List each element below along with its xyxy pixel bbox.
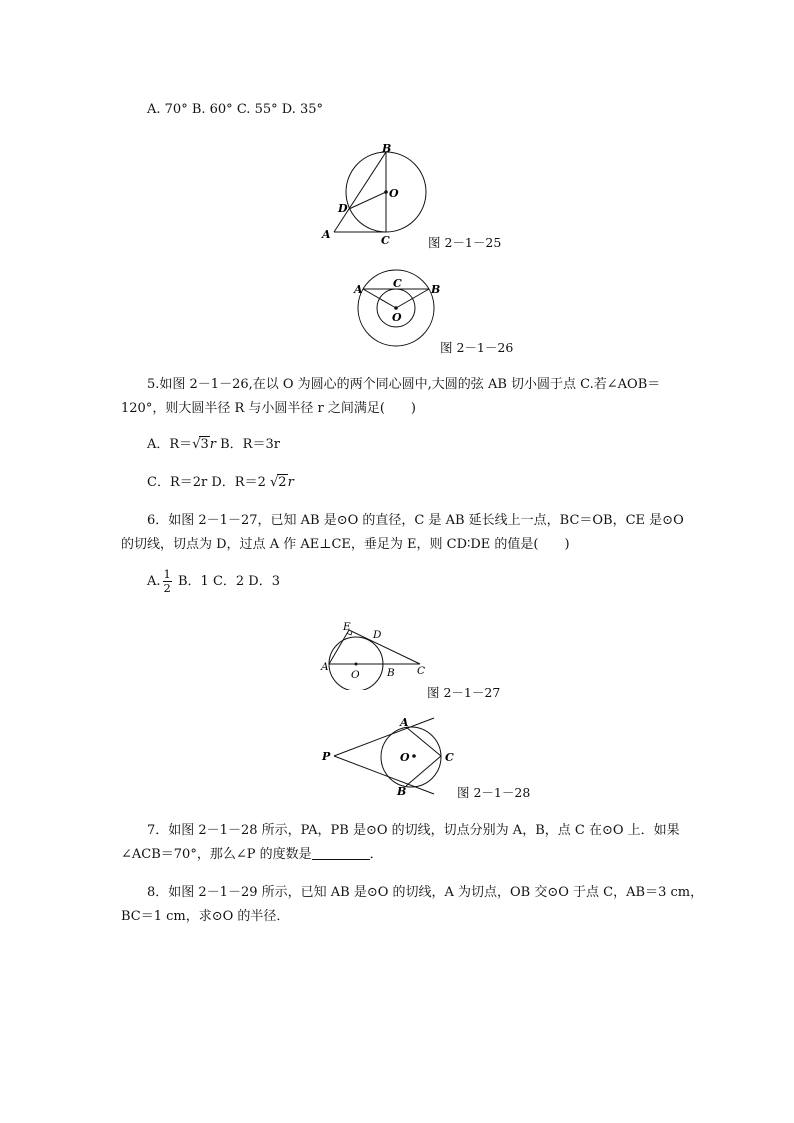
label-O: O [389, 187, 399, 200]
q5-option-d-prefix: D．R＝2 [211, 475, 270, 490]
figure-caption-2-1-28: 图 2－1－28 [457, 785, 531, 800]
figure-2-1-26 [348, 268, 444, 348]
label-E: E [343, 621, 351, 633]
q8-stem-line2: BC＝1 cm，求⊙O 的半径． [121, 909, 290, 924]
label-C: C [417, 665, 426, 677]
q6-option-a-fraction [163, 568, 172, 595]
label-D: D [338, 202, 348, 215]
label-A: A [354, 283, 363, 296]
q6-option-a-prefix: A. [147, 574, 161, 589]
q7-stem-line2-prefix: ∠ACB＝70°，那么∠P 的度数是 [121, 847, 312, 862]
label-P: P [322, 750, 331, 763]
figure-caption-2-1-26: 图 2－1－26 [440, 340, 514, 355]
q5-stem-line2: 120°，则大圆半径 R 与小圆半径 r 之间满足( ) [121, 401, 416, 416]
sqrt-sign: √ [192, 437, 201, 452]
label-B: B [397, 785, 407, 798]
q5-option-a-root: 3 [200, 437, 209, 452]
label-B: B [387, 667, 395, 679]
q5-option-a-suffix: r [209, 437, 216, 452]
label-A: A [322, 228, 331, 241]
label-B: B [382, 142, 392, 155]
q5-options-ab [147, 433, 280, 452]
q5-options-cd [147, 471, 294, 490]
answer-blank[interactable] [312, 847, 370, 860]
q8-stem-line1: 8．如图 2－1－29 所示，已知 AB 是⊙O 的切线，A 为切点，OB 交⊙O 于点 C，AB＝3 cm， [147, 885, 704, 900]
label-B: B [431, 283, 441, 296]
label-C: C [445, 751, 454, 764]
q5-option-b: B．R＝3r [220, 437, 280, 452]
q7-stem-line2 [121, 843, 383, 862]
q6-stem-line2: 的切线，切点为 D，过点 A 作 AE⊥CE，垂足为 E，则 CD∶DE 的值是( ) [121, 537, 570, 552]
q7-stem-line2-suffix: ． [369, 847, 383, 862]
label-A: A [400, 716, 409, 729]
figure-caption-2-1-25: 图 2－1－25 [428, 235, 502, 250]
label-D: D [373, 629, 382, 641]
label-A: A [321, 661, 329, 673]
fraction-denominator: 2 [163, 581, 171, 595]
figure-2-1-28 [318, 712, 458, 800]
q4-options: A. 70° B. 60° C. 55° D. 35° [147, 102, 324, 117]
q5-stem-line1: 5.如图 2－1－26,在以 O 为圆心的两个同心圆中,大圆的弦 AB 切小圆于点 C.若∠AOB＝ [147, 377, 661, 392]
q6-options [147, 568, 280, 595]
label-O: O [351, 669, 360, 681]
label-C: C [381, 234, 390, 247]
figure-caption-2-1-27: 图 2－1－27 [427, 685, 501, 700]
label-O: O [392, 311, 402, 324]
q7-stem-line1: 7．如图 2－1－28 所示，PA，PB 是⊙O 的切线，切点分别为 A，B，点 C 在⊙O 上．如果 [147, 823, 680, 838]
fraction-numerator: 1 [163, 567, 171, 581]
figure-2-1-27 [318, 618, 430, 690]
label-C: C [393, 277, 402, 290]
q5-option-d-suffix: r [287, 475, 294, 490]
q6-options-rest: B．1 C．2 D．3 [173, 574, 280, 589]
q6-stem-line1: 6．如图 2－1－27，已知 AB 是⊙O 的直径，C 是 AB 延长线上一点，BC＝OB，CE 是⊙O [147, 513, 684, 528]
q5-option-c: C．R＝2r [147, 475, 208, 490]
q5-option-d-root: 2 [278, 475, 287, 490]
sqrt-sign: √ [270, 475, 279, 490]
figure-2-1-25 [318, 140, 428, 250]
q5-option-a-prefix: A．R＝ [147, 437, 193, 452]
label-O: O [400, 751, 410, 764]
